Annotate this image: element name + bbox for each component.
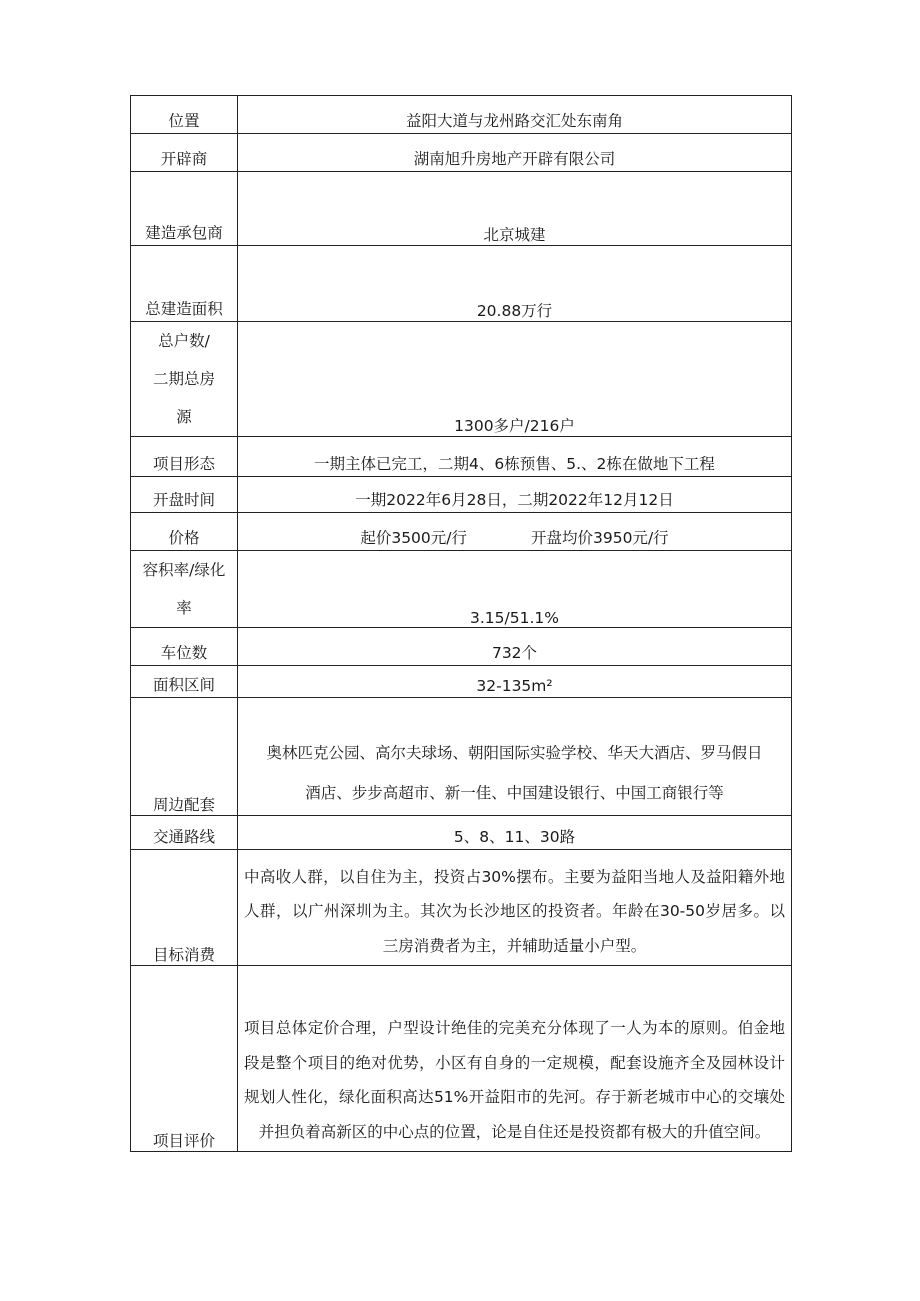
label-households <box>131 322 238 437</box>
label-target: 目标消费 <box>131 850 238 966</box>
row-opening <box>131 477 792 513</box>
label-ratio-line2: 率 <box>176 599 192 617</box>
row-parking <box>131 628 792 666</box>
value-price <box>238 513 792 551</box>
value-unit-area: 32-135m² <box>238 666 792 698</box>
value-parking: 732个 <box>238 628 792 666</box>
row-transport <box>131 816 792 850</box>
label-ratio-line1: 容积率/绿化 <box>142 561 226 579</box>
label-ratio <box>131 551 238 628</box>
value-target: 中高收人群，以自住为主，投资占30%摆布。主要为益阳当地人及益阳籍外地人群，以广州深圳为主。其次为长沙地区的投资者。年龄在30-50岁居多。以三房消费者为主，并辅助适量小户型。 <box>238 850 792 966</box>
value-contractor: 北京城建 <box>238 172 792 246</box>
row-households <box>131 322 792 437</box>
label-facilities: 周边配套 <box>131 698 238 816</box>
value-evaluation: 项目总体定价合理，户型设计绝佳的完美充分体现了一人为本的原则。伯金地段是整个项目的绝对优势，小区有自身的一定规模，配套设施齐全及园林设计规划人性化，绿化面积高达51%开益阳市的先河。存于新老城市中心的交壤处并担负着高新区的中心点的位置，论是自住还是投资都有极大的升值空间。 <box>238 966 792 1152</box>
label-evaluation: 项目评价 <box>131 966 238 1152</box>
price-average: 开盘均价3950元/行 <box>531 529 669 547</box>
project-info-table <box>130 95 792 1152</box>
row-location <box>131 96 792 134</box>
label-households-line3: 源 <box>176 408 192 426</box>
row-price <box>131 513 792 551</box>
row-developer <box>131 134 792 172</box>
row-status <box>131 437 792 477</box>
row-evaluation <box>131 966 792 1152</box>
value-transport: 5、8、11、30路 <box>238 816 792 850</box>
value-area: 20.88万行 <box>238 246 792 322</box>
label-unit-area: 面积区间 <box>131 666 238 698</box>
row-target <box>131 850 792 966</box>
label-households-line1: 总户数/ <box>158 332 210 350</box>
label-parking: 车位数 <box>131 628 238 666</box>
row-contractor <box>131 172 792 246</box>
value-households: 1300多户/216户 <box>238 322 792 437</box>
label-area: 总建造面积 <box>131 246 238 322</box>
label-price: 价格 <box>131 513 238 551</box>
value-status: 一期主体已完工，二期4、6栋预售、5.、2栋在做地下工程 <box>238 437 792 477</box>
row-ratio <box>131 551 792 628</box>
facilities-line1: 奥林匹克公园、高尔夫球场、朝阳国际实验学校、华天大酒店、罗马假日 <box>266 744 763 762</box>
value-ratio: 3.15/51.1% <box>238 551 792 628</box>
label-developer: 开辟商 <box>131 134 238 172</box>
value-opening: 一期2022年6月28日，二期2022年12月12日 <box>238 477 792 513</box>
value-facilities <box>238 698 792 816</box>
facilities-line2: 酒店、步步高超市、新一佳、中国建设银行、中国工商银行等 <box>305 784 724 802</box>
row-facilities <box>131 698 792 816</box>
label-households-line2: 二期总房 <box>152 370 215 388</box>
value-developer: 湖南旭升房地产开辟有限公司 <box>238 134 792 172</box>
price-start: 起价3500元/行 <box>360 529 467 547</box>
value-location: 益阳大道与龙州路交汇处东南角 <box>238 96 792 134</box>
label-opening: 开盘时间 <box>131 477 238 513</box>
label-status: 项目形态 <box>131 437 238 477</box>
label-location: 位置 <box>131 96 238 134</box>
row-unit-area <box>131 666 792 698</box>
row-area <box>131 246 792 322</box>
label-transport: 交通路线 <box>131 816 238 850</box>
label-contractor: 建造承包商 <box>131 172 238 246</box>
